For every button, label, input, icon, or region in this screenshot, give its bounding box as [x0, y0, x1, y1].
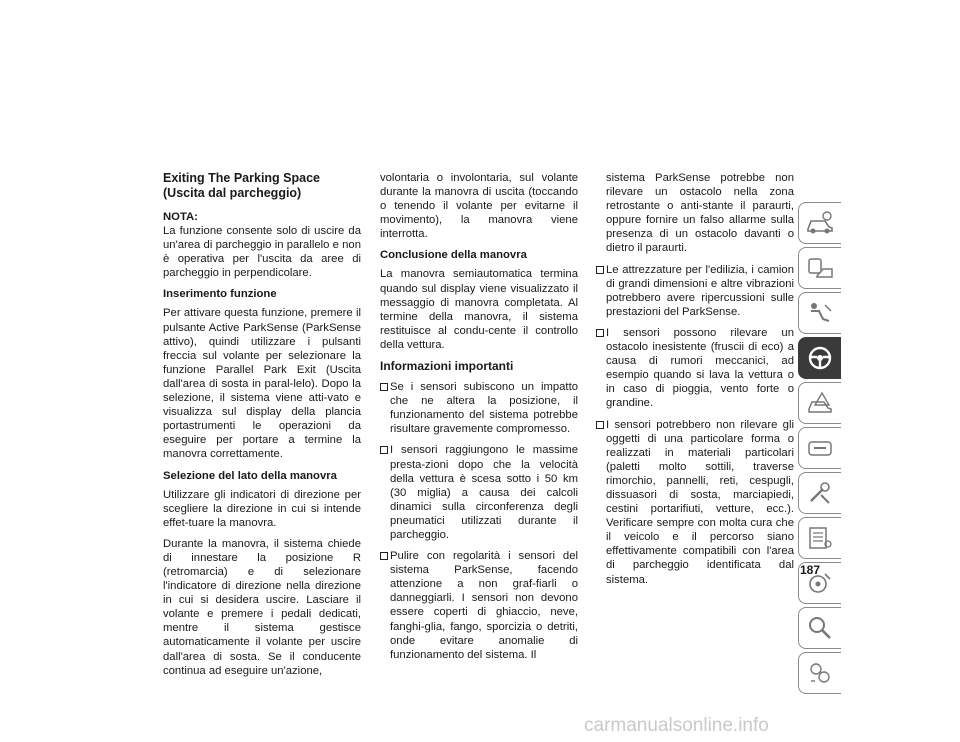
- column-middle: [380, 171, 578, 669]
- tab-search[interactable]: [798, 607, 841, 649]
- bullet-list: [596, 263, 794, 587]
- column-right: [596, 171, 794, 594]
- paragraph-insert: Per attivare questa funzione, premere il pulsante Active ParkSense (ParkSense attivo), quindi utilizzare i pulsanti freccia sul volante per selezionare la funzione Parallel Park Exit (Uscita dall'area di sosta in paral-lelo). Dopo la selezione, il sistema viene atti-vato e visualizza sul display della plancia portastrumenti le operazioni da eseguire per portare a termine la manovra correttamente.: [163, 307, 361, 461]
- checkbox-icon: [596, 266, 604, 274]
- chapter-tabs: [798, 202, 842, 697]
- tools-icon: [805, 479, 835, 507]
- checkbox-icon: [380, 552, 388, 560]
- search-icon: [805, 614, 835, 642]
- list-item: Se i sensori subiscono un impatto che ne altera la posizione, il funzionamento del sistema potrebbe risultare gravemente compromesso.: [380, 380, 578, 436]
- tab-tools[interactable]: [798, 472, 841, 514]
- note-label: NOTA:: [163, 211, 198, 223]
- bullet-list: [380, 380, 578, 662]
- list-item-continued: sistema ParkSense potrebbe non rilevare un ostacolo nella zona retrostante o anti-stante il paraurti, oppure fornire un falso allarme sulla presenza di un ostacolo davanti o dietro il paraurti.: [606, 172, 794, 255]
- checkbox-icon: [380, 446, 388, 454]
- tab-car-warning[interactable]: [798, 382, 841, 424]
- car-key-icon: [805, 254, 835, 282]
- column-left: [163, 171, 361, 685]
- checkbox-icon: [596, 421, 604, 429]
- steering-wheel-icon: [805, 344, 835, 372]
- tab-car-info[interactable]: [798, 202, 841, 244]
- list-icon: [805, 524, 835, 552]
- heading-side: Selezione del lato della manovra: [163, 469, 337, 482]
- paragraph-during: Durante la manovra, il sistema chiede di innestare la posizione R (retromarcia) e di selezionare l'indicatore di direzione nella direzione in cui si desidera uscire. Lasciare il volante e premere i pedali dedicati, mentre il sistema gestisce automaticamente il volante per uscire dall'area di sosta. Se il conducente continua ad eseguire un'azione,: [163, 537, 361, 677]
- tab-steering-wheel[interactable]: [798, 337, 841, 379]
- language-icon: [805, 659, 835, 687]
- tab-car-service[interactable]: [798, 427, 841, 469]
- list-item: I sensori raggiungono le massime presta-zioni dopo che la velocità della vettura è scesa sotto i 50 km (30 miglia) a causa dei calcoli dinamici sulla circonferenza degli pneumatici utilizzati durante il parcheggio.: [380, 443, 578, 542]
- car-warning-icon: [805, 389, 835, 417]
- car-service-icon: [805, 434, 835, 462]
- section-title: Exiting The Parking Space (Uscita dal parcheggio): [163, 171, 320, 200]
- car-info-icon: [805, 209, 835, 237]
- checkbox-icon: [380, 383, 388, 391]
- list-item: I sensori possono rilevare un ostacolo inesistente (fruscii di eco) a causa di rumori meccanici, ad esempio quando si lava la vettura o in caso di pioggia, vento forte o grandine.: [596, 326, 794, 411]
- heading-end: Conclusione della manovra: [380, 249, 527, 262]
- tab-language[interactable]: [798, 652, 841, 694]
- heading-insert: Inserimento funzione: [163, 288, 277, 301]
- tab-list[interactable]: [798, 517, 841, 559]
- tab-car-key[interactable]: [798, 247, 841, 289]
- watermark: carmanualsonline.info: [584, 715, 769, 736]
- paragraph-end: La manovra semiautomatica termina quando sul display viene visualizzato il messaggio di manovra completata. Al termine della manovra, il sistema restituisce al condu-cente il controllo della vettura.: [380, 268, 578, 351]
- tab-safety[interactable]: [798, 292, 841, 334]
- list-item: I sensori potrebbero non rilevare gli oggetti di una particolare forma o realizzati in materiali particolari (paletti molto sottili, traverse rimorchio, pannelli, reti, cespugli, dissuasori di sosta, marciapiedi, cestini portarifiuti, vetture, ecc.). Verificare sempre con molta cura che il veicolo e il percorso siano effettivamente compatibili con l'area di parcheggio identificata dal sistema.: [596, 418, 794, 587]
- heading-info: Informazioni importanti: [380, 359, 514, 374]
- list-item: Pulire con regolarità i sensori del sistema ParkSense, facendo attenzione a non graf-fiarli o danneggiarli. I sensori non devono essere coperti di ghiaccio, neve, fanghi-glia, fango, sporcizia o detriti, onde evitare anomalie di funzionamento del sistema. Il: [380, 549, 578, 662]
- paragraph-continued: volontaria o involontaria, sul volante durante la manovra di uscita (toccando o tenendo il volante per evitarne il movimento), la manovra viene interrotta.: [380, 172, 578, 241]
- paragraph-side: Utilizzare gli indicatori di direzione per scegliere la direzione in cui si intende effet-tuare la manovra.: [163, 488, 361, 529]
- safety-icon: [805, 299, 835, 327]
- list-item: Le attrezzature per l'edilizia, i camion di grandi dimensioni e altre vibrazioni potrebbero avere ripercussioni sulle prestazioni del ParkSense.: [596, 263, 794, 319]
- note-text: La funzione consente solo di uscire da un'area di parcheggio in parallelo e non è operativa per l'uscita da aree di parcheggio in perpendicolare.: [163, 225, 361, 280]
- checkbox-icon: [596, 329, 604, 337]
- page-number: 187: [800, 563, 821, 577]
